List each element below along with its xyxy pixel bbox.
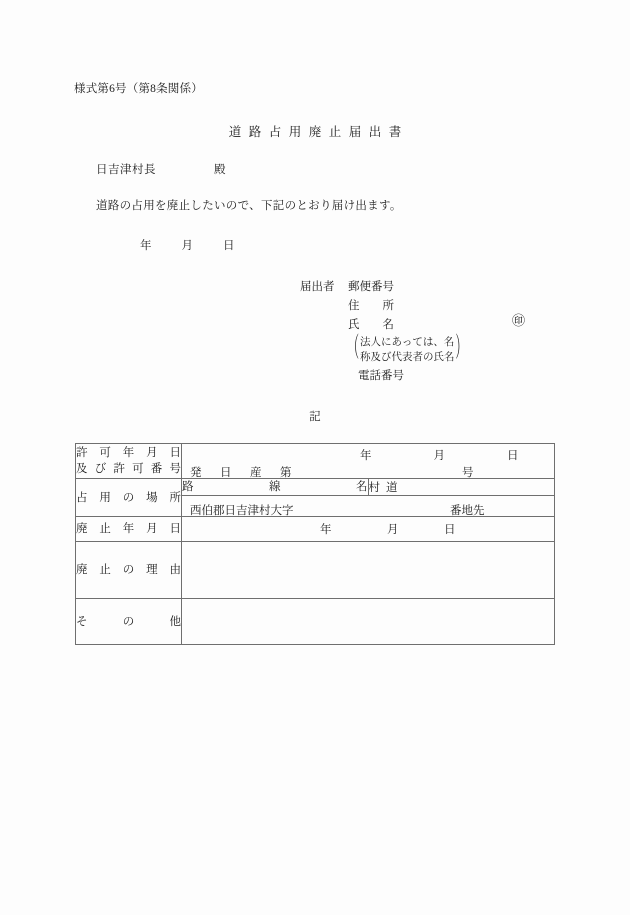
route-name-value[interactable]: 村道 (368, 479, 555, 496)
permit-issuer-2: 日 (220, 467, 232, 479)
page-title: 道路占用廃止届出書 (228, 125, 409, 139)
row-label-line2: 及び許可番号 (76, 463, 181, 475)
route-name-label (182, 479, 369, 496)
date-year-label: 年 (140, 240, 152, 252)
date-month-label: 月 (181, 240, 193, 252)
route-label-text: 路線名 (182, 481, 368, 493)
address-prefix-text: 西伯郡日吉津村大字 (190, 505, 294, 517)
row-label-abolish-reason (76, 542, 182, 599)
corporation-note (348, 336, 467, 365)
table-row (76, 444, 555, 479)
submitter-postal-row (300, 278, 467, 297)
permit-year-label: 年 (360, 450, 372, 462)
submitter-name-row (300, 316, 467, 335)
row-label-text: その他 (76, 615, 181, 628)
row-value-abolish-date[interactable] (182, 517, 555, 542)
row-label-occupancy-place (76, 479, 182, 517)
postal-code-label: 郵便番号 (348, 281, 394, 293)
permit-date-line (360, 447, 519, 463)
abolish-month-label: 月 (387, 524, 399, 536)
row-label-text: 占用の場所 (76, 491, 181, 504)
seal-icon: ㊞ (512, 313, 526, 328)
row-value-abolish-reason[interactable] (182, 542, 555, 599)
paren-close: ） (455, 334, 467, 364)
submitter-block (300, 278, 526, 386)
addressee (96, 161, 226, 177)
corporation-note-text (359, 336, 456, 365)
row-value-occupancy-address[interactable] (182, 496, 555, 517)
row-value-permit-date[interactable] (182, 444, 555, 479)
statement-text: 道路の占用を廃止したいので、下記のとおり届け出ます。 (96, 200, 402, 212)
row-label-line1: 許可年月日 (76, 447, 181, 459)
permit-number-line (190, 464, 474, 480)
abolish-day-label: 日 (444, 524, 456, 536)
permit-number-suffix: 号 (462, 467, 474, 479)
addressee-name: 日吉津村長 (96, 164, 156, 176)
phone-label: 電話番号 (358, 370, 404, 382)
row-label-permit-date (76, 444, 182, 479)
address-suffix-text: 番地先 (450, 505, 485, 517)
form-table (75, 443, 555, 645)
row-label-text: 廃止年月日 (76, 523, 181, 535)
table-row (76, 599, 555, 645)
submission-date-line (140, 237, 235, 253)
table-row (76, 542, 555, 599)
permit-issuer-3: 産 (250, 467, 262, 479)
row-label-abolish-date (76, 517, 182, 542)
corporation-note-line1: 法人にあっては、名 (360, 337, 455, 348)
corporation-note-line2: 称及び代表者の氏名 (360, 351, 455, 363)
row-label-other (76, 599, 182, 645)
ki-marker: 記 (309, 411, 321, 423)
row-label-text: 廃止の理由 (76, 564, 181, 576)
address-label: 住 所 (348, 300, 394, 312)
addressee-honorific: 殿 (214, 164, 226, 176)
submitter-heading: 届出者 (300, 281, 335, 293)
table-row (76, 479, 555, 496)
permit-issuer-4: 第 (280, 467, 292, 479)
permit-month-label: 月 (433, 450, 445, 462)
permit-day-label: 日 (507, 450, 519, 462)
table-row (76, 517, 555, 542)
submitter-address-row (300, 297, 467, 316)
permit-issuer-1: 発 (190, 467, 202, 479)
abolish-year-label: 年 (320, 524, 332, 536)
paren-open: （ (348, 334, 359, 364)
name-label: 氏 名 (348, 319, 394, 331)
date-day-label: 日 (223, 240, 235, 252)
form-number: 様式第6号（第8条関係） (74, 83, 203, 95)
row-value-other[interactable] (182, 599, 555, 645)
